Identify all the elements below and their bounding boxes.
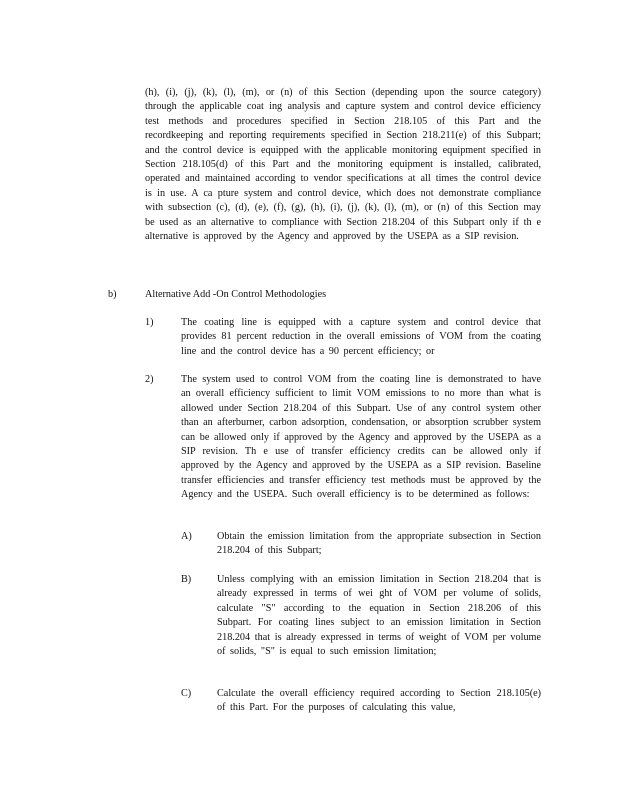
item-1-marker: 1) [145,317,154,328]
subitem-b-marker: B) [181,574,192,585]
subitem-c-marker: C) [181,688,192,699]
item-1-text: The coating line is equipped with a capture system and control device that provides 81 percent reduction in the overall emissions of VOM from the coating line and the control device has a 90 percent efficiency; or [181,317,541,357]
subitem-a-marker: A) [181,531,192,542]
section-b-heading: Alternative Add -On Control Methodologies [145,289,327,300]
subitem-c-text: Calculate the overall efficiency required according to Section 218.105(e) of this Part. For the purposes of calculating this value, [217,688,541,714]
item-2-text: The system used to control VOM from the coating line is demonstrated to have an overall efficiency sufficient to limit VOM emissions to no more than what is allowed under Section 218.204 of this Subpart. Use of any control system other than an afterburner, carbon adsorption, condensation, or absorption scrubber system can be allowed only if approved by the Agency and approved by the USEPA as a SIP revision. Th e use of transfer efficiency credits can be allowed only if approved by the Agency and approved by the USEPA as a SIP revision. Baseline transfer efficiencies and transfer efficiency test methods must be approved by the Agency and the USEPA. Such overall efficiency is to be determined as follows: [181,374,541,501]
section-b-marker: b) [108,289,117,300]
subitem-b-text: Unless complying with an emission limitation in Section 218.204 that is already expressed in terms of wei ght of VOM per volume of solids, calculate "S" according to the equation in Section 218.206 of this Subpart. For coating lines subject to an emission limitation in Section 218.204 that is already expressed in terms of weight of VOM per volume of solids, "S" is equal to such emission limitation; [217,574,541,658]
item-2-marker: 2) [145,374,154,385]
intro-paragraph: (h), (i), (j), (k), (l), (m), or (n) of this Section (depending upon the source category) through the applicable coat ing analysis and capture system and control device efficiency test methods and procedures specified in Section 218.105 of this Part and the recordkeeping and reporting requirements specified in Section 218.211(e) of this Subpart; and the control device is equipped with the applicable monitoring equipment specified in Section 218.105(d) of this Part and the monitoring equipment is installed, calibrated, operated and maintained according to vendor specifications at all times the control device is in use. A ca pture system and control device, which does not demonstrate compliance with subsection (c), (d), (e), (f), (g), (h), (i), (j), (k), (l), (m), or (n) of this Section may be used as an alternative to compliance with Section 218.204 of this Subpart only if th e alternative is approved by the Agency and approved by the USEPA as a SIP revision. [145,87,541,243]
subitem-a-text: Obtain the emission limitation from the appropriate subsection in Section 218.204 of this Subpart; [217,531,541,557]
